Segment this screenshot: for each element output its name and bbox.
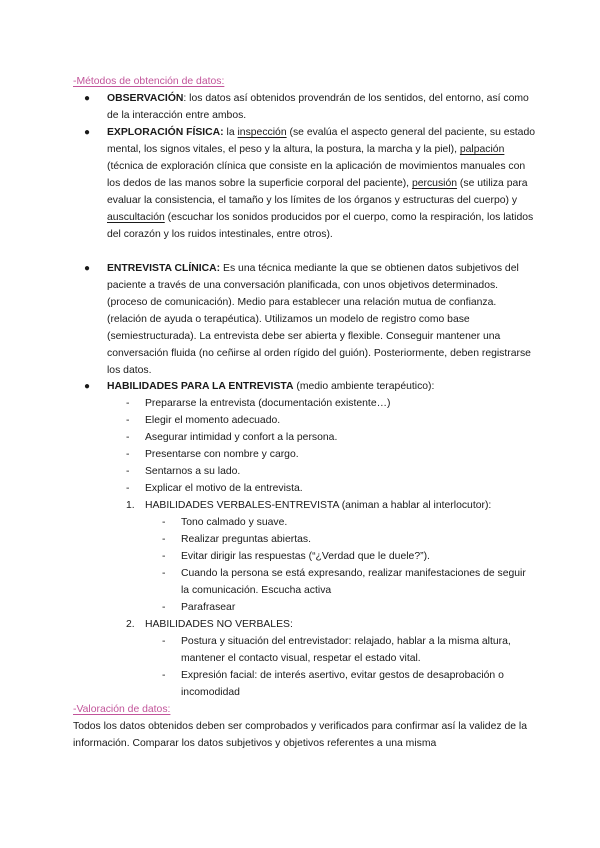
bullet-dot-icon: ● bbox=[84, 381, 91, 392]
bullet-observacion bbox=[84, 90, 539, 124]
term-auscultacion: auscultación bbox=[107, 212, 165, 223]
exploracion-text-1: la bbox=[223, 127, 238, 138]
dash-icon: - bbox=[126, 466, 130, 477]
bullet-dot-icon: ● bbox=[84, 93, 91, 104]
dash-icon: - bbox=[162, 602, 166, 613]
item-number: 2. bbox=[126, 619, 135, 630]
term-habilidades: HABILIDADES PARA LA ENTREVISTA bbox=[107, 381, 294, 392]
entrevista-text: Es una técnica mediante la que se obtienen datos subjetivos del paciente a través de una conversación planificada, con unos objetivos determinados. (proceso de comunicación). Medio para establecer una relación mutua de confianza. (relación de ayuda o terapéutica). Utilizamos un modelo de registro como base (semiestructurada). La entrevista debe ser abierta y flexible. Conseguir mantener una conversación fluida (no ceñirse al orden rígido del guión). Posteriormente, deben registrarse los datos. bbox=[107, 263, 531, 376]
term-inspeccion: inspección bbox=[237, 127, 287, 138]
dash-icon: - bbox=[126, 415, 130, 426]
term-observacion: OBSERVACIÓN bbox=[107, 93, 184, 104]
dash-icon: - bbox=[162, 568, 166, 579]
noverbales-title: HABILIDADES NO VERBALES: bbox=[145, 619, 293, 630]
bullet-exploracion bbox=[84, 124, 539, 243]
numbered-item-verbales bbox=[126, 497, 525, 514]
step-item bbox=[126, 395, 525, 412]
nonverbal-item bbox=[162, 667, 526, 701]
verbal-item bbox=[162, 599, 526, 616]
bullet-entrevista bbox=[84, 260, 539, 379]
dash-icon: - bbox=[162, 517, 166, 528]
step-text: Sentarnos a su lado. bbox=[145, 466, 241, 477]
valoracion-paragraph: Todos los datos obtenidos deben ser comprobados y verificados para confirmar así la validez de la información. Comparar los datos subjetivos y objetivos referentes a una misma bbox=[73, 721, 527, 749]
nonverbal-text: Postura y situación del entrevistador: relajado, hablar a la misma altura, mantener el contacto visual, respetar el estado vital. bbox=[181, 636, 511, 664]
habilidades-text: (medio ambiente terapéutico): bbox=[293, 381, 435, 392]
step-text: Elegir el momento adecuado. bbox=[145, 415, 281, 426]
bullet-habilidades bbox=[84, 378, 539, 395]
exploracion-text-3: (técnica de exploración clínica que consiste en la aplicación de movimientos manuales con los dedos de las manos sobre la superficie corporal del paciente), bbox=[107, 161, 526, 189]
section-heading-metodos: -Métodos de obtención de datos: bbox=[73, 76, 225, 87]
numbered-item-noverbales bbox=[126, 616, 525, 633]
verbal-text: Evitar dirigir las respuestas (“¿Verdad que le duele?”). bbox=[181, 551, 430, 562]
term-percusion: percusión bbox=[411, 178, 458, 189]
dash-icon: - bbox=[126, 432, 130, 443]
exploracion-text-4: (se utiliza para evaluar la consistencia, el tamaño y los límites de los órganos y estructuras del cuerpo) y bbox=[107, 178, 528, 206]
verbal-text: Parafrasear bbox=[181, 602, 236, 613]
bullet-dot-icon: ● bbox=[84, 127, 91, 138]
exploracion-text-5: (escuchar los sonidos producidos por el cuerpo, como la respiración, los latidos del corazón y los ruidos intestinales, entre otros). bbox=[107, 212, 534, 240]
step-item bbox=[126, 429, 525, 446]
section-heading-valoracion: -Valoración de datos: bbox=[73, 704, 171, 715]
observacion-text: : los datos así obtenidos provendrán de los sentidos, del entorno, así como de la interacción entre ambos. bbox=[107, 93, 529, 121]
verbal-text: Realizar preguntas abiertas. bbox=[181, 534, 311, 545]
verbal-item bbox=[162, 565, 526, 599]
term-palpacion: palpación bbox=[459, 144, 505, 155]
dash-icon: - bbox=[162, 670, 166, 681]
verbales-title: HABILIDADES VERBALES-ENTREVISTA (animan a hablar al interlocutor): bbox=[145, 500, 492, 511]
verbal-text: Tono calmado y suave. bbox=[181, 517, 288, 528]
nonverbal-item bbox=[162, 633, 526, 667]
dash-icon: - bbox=[162, 534, 166, 545]
step-text: Presentarse con nombre y cargo. bbox=[145, 449, 299, 460]
dash-icon: - bbox=[162, 636, 166, 647]
term-entrevista: ENTREVISTA CLÍNICA: bbox=[107, 263, 221, 274]
verbal-item bbox=[162, 531, 526, 548]
step-item bbox=[126, 446, 525, 463]
dash-icon: - bbox=[162, 551, 166, 562]
dash-icon: - bbox=[126, 449, 130, 460]
verbal-text: Cuando la persona se está expresando, realizar manifestaciones de seguir la comunicación. Escucha activa bbox=[181, 568, 526, 596]
verbal-item bbox=[162, 548, 526, 565]
item-number: 1. bbox=[126, 500, 135, 511]
step-item bbox=[126, 412, 525, 429]
nonverbal-text: Expresión facial: de interés asertivo, evitar gestos de desaprobación o incomodidad bbox=[181, 670, 504, 698]
dash-icon: - bbox=[126, 398, 130, 409]
exploracion-text-2: (se evalúa el aspecto general del paciente, su estado mental, los signos vitales, el peso y la altura, la postura, la marcha y la piel), bbox=[107, 127, 535, 155]
step-text: Prepararse la entrevista (documentación existente…) bbox=[145, 398, 391, 409]
dash-icon: - bbox=[126, 483, 130, 494]
verbal-item bbox=[162, 514, 526, 531]
bullet-dot-icon: ● bbox=[84, 263, 91, 274]
step-text: Asegurar intimidad y confort a la persona. bbox=[145, 432, 338, 443]
step-text: Explicar el motivo de la entrevista. bbox=[145, 483, 303, 494]
step-item bbox=[126, 480, 525, 497]
step-item bbox=[126, 463, 525, 480]
term-exploracion: EXPLORACIÓN FÍSICA: bbox=[107, 127, 224, 138]
